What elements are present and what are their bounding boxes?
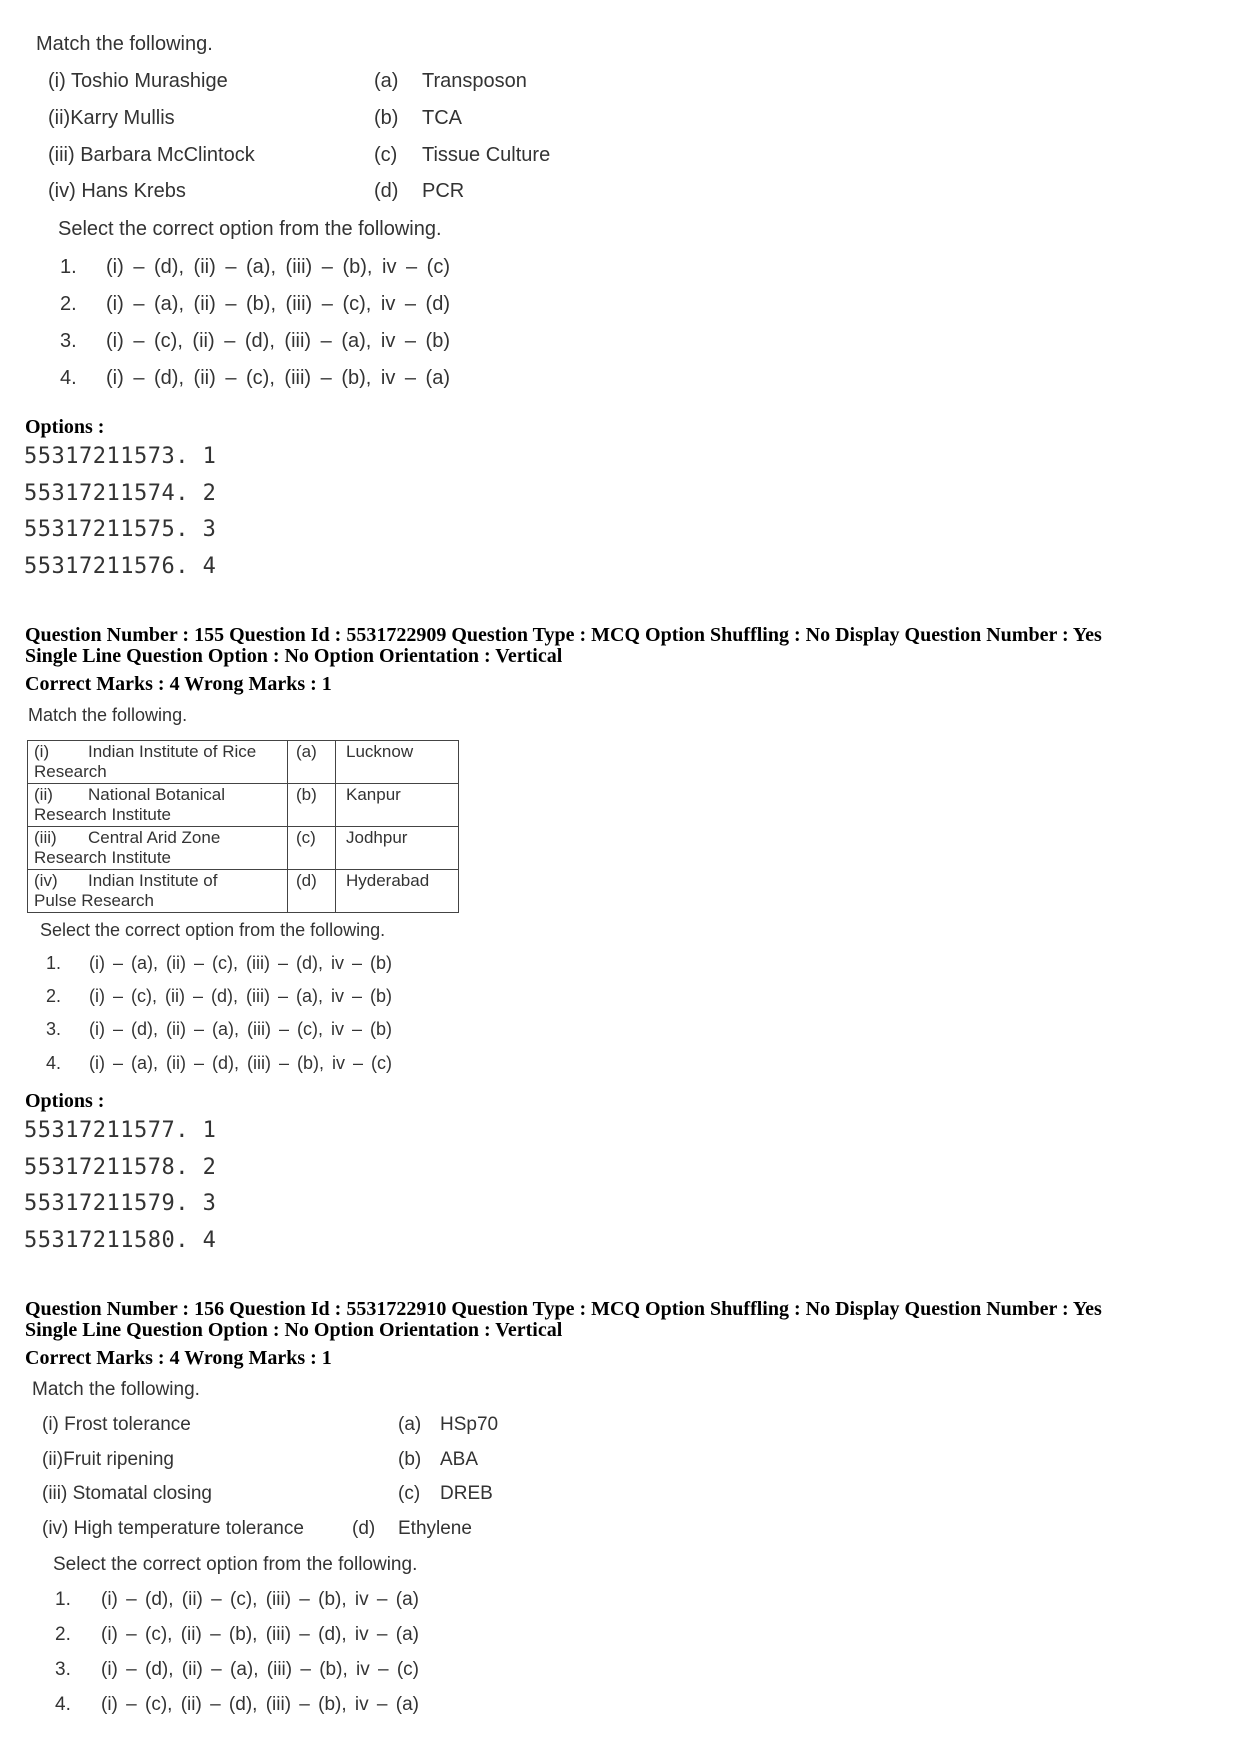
row-number: (iii): [34, 828, 57, 847]
option-id: 55317211576. 4: [24, 554, 217, 579]
row-text-line1: National Botanical: [88, 785, 226, 804]
choice-number: 1.: [46, 953, 62, 973]
match-right-label: (a): [374, 70, 399, 92]
row-text-line1: Central Arid Zone: [88, 828, 221, 847]
match-right-label: (c): [288, 827, 336, 870]
table-row: [28, 741, 459, 784]
choice-text: (i) – (c), (ii) – (b), (iii) – (d), iv – (a): [101, 1624, 419, 1645]
row-text-line1: Indian Institute of Rice: [88, 742, 257, 761]
choice-text: (i) – (a), (ii) – (d), (iii) – (b), iv – (c): [89, 1053, 392, 1073]
choice-text: (i) – (d), (ii) – (a), (iii) – (b), iv – (c): [101, 1659, 419, 1680]
table-row: [28, 784, 459, 827]
choice-number: 2.: [46, 986, 62, 1006]
question-header-line2: Single Line Question Option : No Option Orientation : Vertical: [25, 1319, 563, 1341]
match-right-value: Hyderabad: [336, 870, 459, 913]
match-left-cell: [28, 870, 288, 913]
choice-number: 1.: [60, 256, 77, 278]
row-text-line2: Pulse Research: [34, 891, 155, 910]
match-left-item: (i) Frost tolerance: [42, 1414, 191, 1435]
option-id: 55317211579. 3: [24, 1191, 217, 1216]
choice-text: (i) – (c), (ii) – (d), (iii) – (b), iv – (a): [101, 1694, 419, 1715]
options-label: Options :: [25, 416, 105, 438]
choice-number: 4.: [46, 1053, 62, 1073]
match-left-item: (ii)Karry Mullis: [48, 107, 175, 129]
choice-text: (i) – (d), (ii) – (c), (iii) – (b), iv – (a): [106, 367, 450, 389]
match-left-item: (i) Toshio Murashige: [48, 70, 228, 92]
match-right-label: (b): [374, 107, 399, 129]
match-title: Match the following.: [28, 705, 188, 725]
match-left-cell: [28, 741, 288, 784]
match-right-label: (a): [288, 741, 336, 784]
row-number: (i): [34, 742, 50, 761]
match-right-value: ABA: [440, 1449, 479, 1470]
match-right-value: TCA: [422, 107, 462, 129]
table-row: [28, 827, 459, 870]
row-number: (ii): [34, 785, 53, 804]
question-header-line1: Question Number : 156 Question Id : 5531722910 Question Type : MCQ Option Shuffling : No Display Question Number : Yes: [25, 1298, 1102, 1320]
option-id: 55317211578. 2: [24, 1155, 217, 1180]
select-instruction: Select the correct option from the following.: [53, 1554, 418, 1575]
match-right-label: (b): [288, 784, 336, 827]
match-left-item: (iii) Stomatal closing: [42, 1483, 212, 1504]
match-right-label: (d): [352, 1518, 376, 1539]
choice-number: 2.: [55, 1624, 71, 1645]
match-right-label: (d): [374, 180, 399, 202]
match-left-cell: [28, 827, 288, 870]
choice-text: (i) – (d), (ii) – (a), (iii) – (b), iv – (c): [106, 256, 450, 278]
match-right-value: HSp70: [440, 1414, 499, 1435]
match-left-item: (ii)Fruit ripening: [42, 1449, 174, 1470]
match-right-value: Lucknow: [336, 741, 459, 784]
table-row: [28, 870, 459, 913]
option-id: 55317211574. 2: [24, 481, 217, 506]
match-left-item: (iv) High temperature tolerance: [42, 1518, 304, 1539]
match-title: Match the following.: [36, 33, 213, 55]
choice-text: (i) – (c), (ii) – (d), (iii) – (a), iv – (b): [106, 330, 450, 352]
match-right-value: Tissue Culture: [422, 144, 551, 166]
choice-number: 1.: [55, 1589, 71, 1610]
row-number: (iv): [34, 871, 58, 890]
choice-text: (i) – (a), (ii) – (c), (iii) – (d), iv – (b): [89, 953, 392, 973]
row-text-line2: Research: [34, 762, 107, 781]
match-right-label: (b): [398, 1449, 422, 1470]
question-header-line1: Question Number : 155 Question Id : 5531722909 Question Type : MCQ Option Shuffling : No Display Question Number : Yes: [25, 624, 1102, 646]
choice-number: 3.: [60, 330, 77, 352]
choice-text: (i) – (d), (ii) – (c), (iii) – (b), iv – (a): [101, 1589, 419, 1610]
match-right-value: Jodhpur: [336, 827, 459, 870]
match-right-label: (c): [374, 144, 398, 166]
option-id: 55317211573. 1: [24, 444, 217, 469]
choice-number: 2.: [60, 293, 77, 315]
option-id: 55317211575. 3: [24, 517, 217, 542]
match-right-value: PCR: [422, 180, 465, 202]
choice-number: 4.: [55, 1694, 71, 1715]
match-title: Match the following.: [32, 1379, 200, 1400]
choice-text: (i) – (a), (ii) – (b), (iii) – (c), iv – (d): [106, 293, 450, 315]
choice-text: (i) – (d), (ii) – (a), (iii) – (c), iv – (b): [89, 1019, 392, 1039]
question-marks: Correct Marks : 4 Wrong Marks : 1: [25, 673, 332, 695]
match-right-label: (c): [398, 1483, 421, 1504]
option-id: 55317211577. 1: [24, 1118, 217, 1143]
question-marks: Correct Marks : 4 Wrong Marks : 1: [25, 1347, 332, 1369]
match-left-item: (iii) Barbara McClintock: [48, 144, 255, 166]
question-header-line2: Single Line Question Option : No Option Orientation : Vertical: [25, 645, 563, 667]
match-right-label: (a): [398, 1414, 422, 1435]
select-instruction: Select the correct option from the following.: [40, 920, 386, 940]
row-text-line1: Indian Institute of: [88, 871, 218, 890]
choice-text: (i) – (c), (ii) – (d), (iii) – (a), iv – (b): [89, 986, 392, 1006]
choice-number: 4.: [60, 367, 77, 389]
match-right-value: Transposon: [422, 70, 527, 92]
match-left-item: (iv) Hans Krebs: [48, 180, 186, 202]
match-table: [27, 740, 459, 913]
match-left-cell: [28, 784, 288, 827]
choice-number: 3.: [46, 1019, 62, 1039]
choice-number: 3.: [55, 1659, 71, 1680]
match-right-label: (d): [288, 870, 336, 913]
option-id: 55317211580. 4: [24, 1228, 217, 1253]
match-right-value: Kanpur: [336, 784, 459, 827]
row-text-line2: Research Institute: [34, 805, 172, 824]
match-right-value: Ethylene: [398, 1518, 472, 1539]
options-label: Options :: [25, 1090, 105, 1112]
row-text-line2: Research Institute: [34, 848, 172, 867]
match-right-value: DREB: [440, 1483, 493, 1504]
select-instruction: Select the correct option from the following.: [58, 218, 442, 240]
